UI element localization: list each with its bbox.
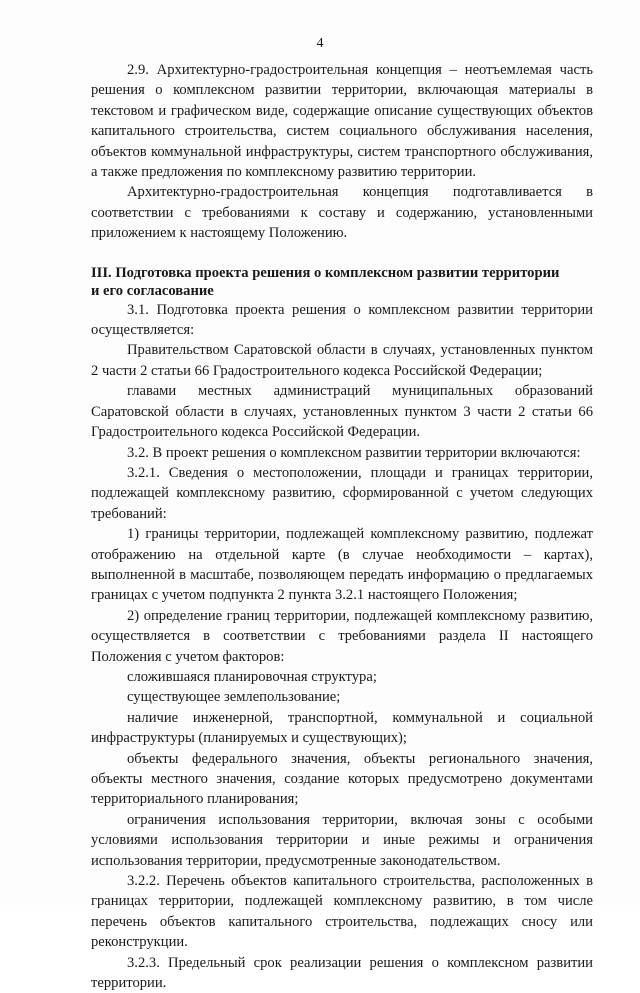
paragraph-3-2: 3.2. В проект решения о комплексном развитии территории включаются: — [127, 444, 581, 461]
paragraph-3-2-2: 3.2.2. Перечень объектов капитального строительства, расположенных в границах территории, подлежащей комплексному развитию, в том числе перечень объектов капитального строительства, подлежащих сносу или реконструкции. — [91, 873, 593, 951]
paragraph-3-2-1: 3.2.1. Сведения о местоположении, площади и границах территории, подлежащей комплексному развитию, сформированной с учетом следующих требований: — [91, 464, 593, 522]
paragraph-3-1: 3.1. Подготовка проекта решения о комплексном развитии территории осуществляется: — [91, 301, 593, 339]
paragraph-2-9-concept: Архитектурно-градостроительная концепция подготавливается в соответствии с требованиями к составу и содержанию, установленными приложением к настоящему Положению. — [91, 184, 593, 242]
factor-item: существующее землепользование; — [127, 689, 341, 706]
factor-item: наличие инженерной, транспортной, коммунальной и социальной инфраструктуры (планируемых и существующих); — [91, 709, 593, 747]
factor-item: ограничения использования территории, включая зоны с особыми условиями использования территории и иные режимы и ограничения использования территории, предусмотренные законодательством. — [91, 811, 593, 869]
list-item-2: 2) определение границ территории, подлежащей комплексному развитию, осуществляется в соответствии с требованиями раздела II настоящего Положения с учетом факторов: — [91, 607, 593, 665]
paragraph-2-9: 2.9. Архитектурно-градостроительная концепция – неотъемлемая часть решения о комплексном развитии территории, включающая материалы в текстовом и графическом виде, содержащие описание существующих объектов капитального строительства, систем социального обслуживания населения, объектов коммунальной инфраструктуры, систем транспортного обслуживания, а также предложения по комплексному развитию территории. — [91, 62, 593, 181]
page-number: 4 — [316, 36, 324, 51]
paragraph-3-1-municipal: главами местных администраций муниципальных образований Саратовской области в случаях, установленных пунктом 3 части 2 статьи 66 Градостроительного кодекса Российской Федерации. — [91, 383, 593, 441]
factor-item: сложившаяся планировочная структура; — [127, 668, 377, 685]
factor-item: объекты федерального значения, объекты регионального значения, объекты местного значения, создание которых предусмотрено документами территориального планирования; — [91, 750, 593, 808]
list-item-1: 1) границы территории, подлежащей комплексному развитию, подлежат отображению на отдельной карте (в случае необходимости – картах), выполненной в масштабе, позволяющем передать информацию о предлагаемых границах с учетом подпункта 2 пункта 3.2.1 настоящего Положения; — [91, 526, 593, 604]
spacer — [91, 244, 593, 264]
paragraph-3-2-3: 3.2.3. Предельный срок реализации решения о комплексном развитии территории. — [91, 954, 593, 992]
section-heading-line1: III. Подготовка проекта решения о комплексном развитии территории — [91, 264, 560, 281]
section-heading-line2: и его согласование — [91, 282, 214, 299]
paragraph-3-1-government: Правительством Саратовской области в случаях, установленных пунктом 2 части 2 статьи 66 Градостроительного кодекса Российской Федерации; — [91, 342, 593, 379]
document-body — [91, 60, 593, 993]
